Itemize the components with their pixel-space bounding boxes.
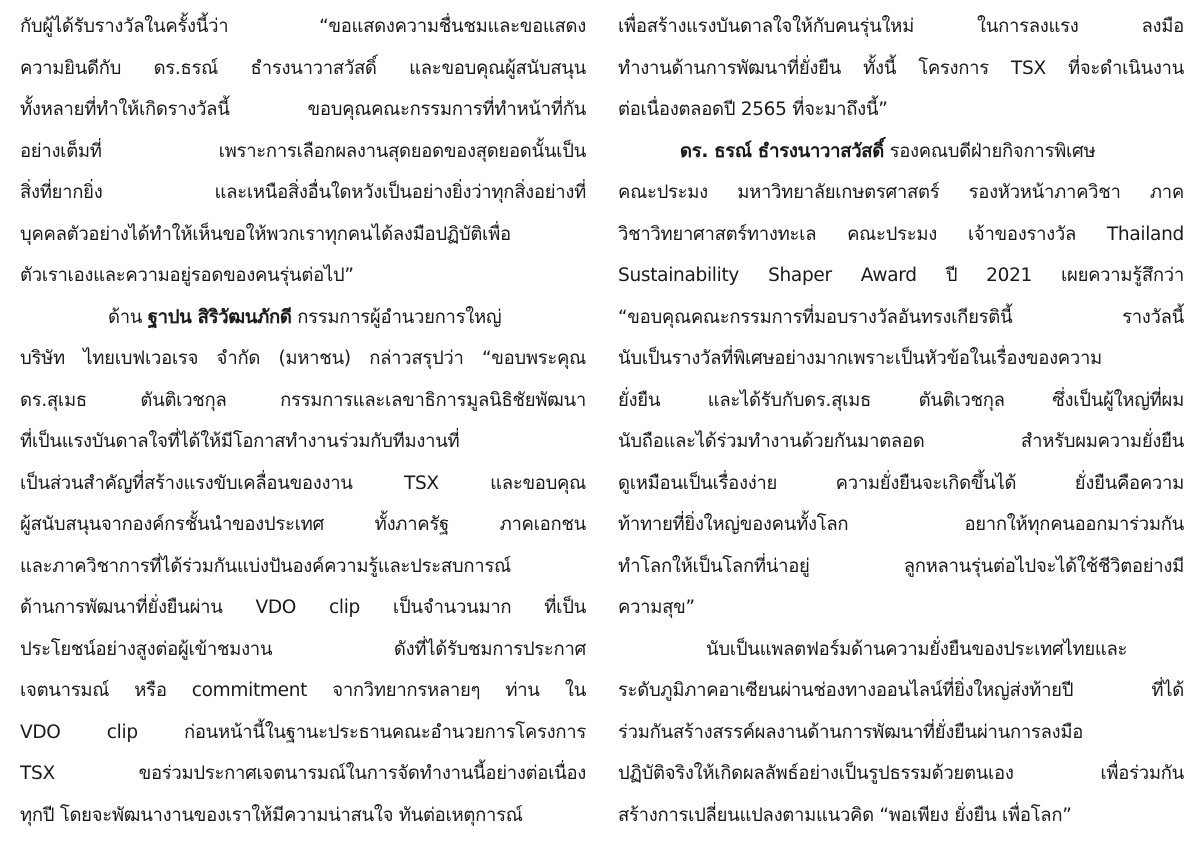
right-column [618,6,1184,866]
lead-prefix: ด้าน [108,306,148,328]
word: ไทยเบฟเวอเรจ [83,348,199,369]
word: จากวิทยากรหลายๆ [332,680,481,701]
word: ในการลงแรง [977,16,1079,37]
word: ตันติเวชกุล [140,389,227,411]
word: ใน [564,680,586,701]
word: ปฏิบัติจริงให้เกิดผลลัพธ์อย่างเป็นรูปธรรมด้วยตนเอง [618,763,1014,784]
word: สำหรับผมความยั่งยืน [1020,431,1184,452]
word: เจ้าของรางวัล [967,223,1077,245]
right-column-line [618,795,1184,837]
word: และเหนือสิ่งอื่นใดหวังเป็นอย่างยิ่งว่าทุกสิ่งอย่างที่ [214,182,586,203]
left-column-line [20,255,586,297]
word: จำกัด [216,348,261,369]
left-column-line [20,6,586,48]
word: ร่วมกันสร้างสรรค์ผลงานด้านการพัฒนาที่ยั่งยืนผ่านการลงมือ [618,721,1084,743]
word: และขอบคุณผู้สนับสนุน [409,57,586,79]
word: ทั้งหลายที่ทำให้เกิดรางวัลนี้ [20,99,230,120]
left-column-line [20,380,586,422]
word: ซึ่งเป็นผู้ใหญ่ที่ผม [1052,389,1184,411]
word: ตันติเวชกุล [918,389,1005,411]
right-column-line [618,214,1184,256]
paragraph-lead [108,297,501,339]
right-column-line [618,89,1184,131]
left-column-line [20,587,586,629]
word: นับเป็นรางวัลที่พิเศษอย่างมากเพราะเป็นหัวข้อในเรื่องของความ [618,348,1102,369]
word: และขอบคุณ [490,472,586,494]
word: นับถือและได้ร่วมทำงานด้วยกันมาตลอด [618,431,925,452]
word: ดูเหมือนเป็นเรื่องง่าย [618,472,778,494]
word: TSX [403,472,439,494]
right-column-line [618,629,1184,671]
left-column-line [20,795,586,837]
word: Award [860,265,917,286]
right-column-line [618,255,1184,297]
left-column-line [20,629,586,671]
word: คณะประมง [847,223,938,245]
word: เจตนารมณ์ [20,680,110,701]
left-column-line [20,214,586,256]
right-column-line [618,712,1184,754]
word: หรือ [134,680,167,701]
left-column-line [20,172,586,214]
word: clip [328,597,360,618]
right-column-line [618,546,1184,588]
line-text: ต่อเนื่องตลอดปี 2565 ที่จะมาถึงนี้” [618,99,888,120]
word: Shaper [768,265,832,286]
word: ทำงานด้านการพัฒนาที่ยั่งยืน [618,57,842,79]
word: กับผู้ได้รับรางวัลในครั้งนี้ว่า [20,16,229,37]
right-column-line [618,753,1184,795]
word: ประโยชน์อย่างสูงต่อผู้เข้าชมงาน [20,638,273,660]
word: เป็นส่วนสำคัญที่สร้างแรงขับเคลื่อนของงาน [20,472,353,494]
left-column-line [20,753,586,795]
word: เพื่อสร้างแรงบันดาลใจให้กับคนรุ่นใหม่ [618,16,914,37]
word: VDO [20,721,61,743]
lead-suffix: กรรมการผู้อำนวยการใหญ่ [291,306,502,328]
word: คณะประมง [618,182,708,203]
word: ที่เป็นแรงบันดาลใจที่ได้ให้มีโอกาสทำงานร่วมกับทีมงานที่ [20,431,460,452]
word: วิชาวิทยาศาสตร์ทางทะเล [618,223,817,245]
word: มหาวิทยาลัยเกษตรศาสตร์ [737,182,940,203]
word: ผู้สนับสนุนจากองค์กรชั้นนำของประเทศ [20,514,324,535]
right-column-line [618,670,1184,712]
word: ขอบคุณคณะกรรมการที่ทำหน้าที่กัน [307,99,586,120]
word: “ขอแสดงความชื่นชมและขอแสดง [319,16,586,37]
word: ดังที่ได้รับชมการประกาศ [393,638,586,660]
left-column-line [20,131,586,173]
word: commitment [191,680,308,701]
paragraph-lead [680,131,1095,173]
lead-suffix: รองคณบดีฝ่ายกิจการพิเศษ [884,140,1096,162]
right-column-line [618,421,1184,463]
word: ภาคเอกชน [499,514,586,535]
word: ดร.สุเมธ [20,389,87,411]
word: และภาควิชาการที่ได้ร่วมกันแบ่งปันองค์ความรู้และประสบการณ์ [20,555,511,577]
word: กรรมการและเลขาธิการมูลนิธิชัยพัฒนา [280,389,586,411]
word: ด้านการพัฒนาที่ยั่งยืนผ่าน [20,597,223,618]
word: โครงการ [918,57,989,79]
right-column-line [618,172,1184,214]
left-column-line [20,546,586,588]
word: บริษัท [20,348,65,369]
word: (มหาชน) [278,348,351,369]
left-column-line [20,504,586,546]
word: VDO [255,597,297,618]
left-column-line [20,297,586,339]
right-column-line [618,504,1184,546]
word: ท้าทายที่ยิ่งใหญ่ของคนทั้งโลก [618,514,849,535]
line-text: ความสุข” [618,597,695,618]
word: ทั้งภาครัฐ [374,514,449,535]
word: ทั้งนี้ [863,57,897,79]
right-column-line [618,6,1184,48]
word: Thailand [1106,223,1184,245]
word: เพราะการเลือกผลงานสุดยอดของสุดยอดนั้นเป็น [218,140,586,162]
word: Sustainability [618,265,740,286]
word: อยากให้ทุกคนออกมาร่วมกัน [964,514,1184,535]
word: รองหัวหน้าภาควิชา [968,182,1121,203]
word: นับเป็นแพลตฟอร์มด้านความยั่งยืนของประเทศไทยและ [706,638,1128,660]
word: clip [106,721,138,743]
left-column [20,6,586,866]
word: รางวัลนี้ [1122,306,1184,328]
word: ลูกหลานรุ่นต่อไปจะได้ใช้ชีวิตอย่างมี [903,555,1184,577]
left-column-line [20,89,586,131]
right-column-line [618,587,1184,629]
word: ดร.ธรณ์ [153,57,219,79]
right-column-line [618,463,1184,505]
left-column-line [20,48,586,90]
word: ท่าน [505,680,540,701]
left-column-line [20,670,586,712]
word: กล่าวสรุปว่า [369,348,464,369]
word: ที่เป็น [544,597,586,618]
word: ทำโลกให้เป็นโลกที่น่าอยู่ [618,555,810,577]
word: สิ่งที่ยากยิ่ง [20,182,103,203]
word: 2021 [986,265,1033,286]
word: ขอร่วมประกาศเจตนารมณ์ในการจัดทำงานนี้อย่างต่อเนื่อง [138,763,586,784]
word: บุคคลตัวอย่างได้ทำให้เห็นขอให้พวกเราทุกคนได้ลงมือปฏิบัติเพื่อ [20,223,511,245]
word: เป็นจำนวนมาก [392,597,512,618]
word: เผยความรู้สึกว่า [1061,265,1184,286]
word: “ขอบพระคุณ [481,348,586,369]
word: ระดับภูมิภาคอาเซียนผ่านช่องทางออนไลน์ที่ยิ่งใหญ่ส่งท้ายปี [618,680,1074,701]
line-text: สร้างการเปลี่ยนแปลงตามแนวคิด “พอเพียง ยั่งยืน เพื่อโลก” [618,804,1072,826]
right-column-line [618,48,1184,90]
word: ธำรงนาวาสวัสดิ์ [250,57,377,79]
left-column-line [20,712,586,754]
word: และได้รับกับดร.สุเมธ [707,389,872,411]
word: “ขอบคุณคณะกรรมการที่มอบรางวัลอันทรงเกียรตินี้ [618,306,1013,328]
word: ความยินดีกับ [20,57,122,79]
line-text: ทุกปี โดยจะพัฒนางานของเราให้มีความน่าสนใจ ทันต่อเหตุการณ์ [20,804,523,826]
word: ที่ได้ [1151,680,1184,701]
word: ความยั่งยืนจะเกิดขึ้นได้ [835,472,1017,494]
word: ที่จะดำเนินงาน [1067,57,1184,79]
word: ก่อนหน้านี้ในฐานะประธานคณะอำนวยการโครงการ [183,721,586,743]
right-column-line [618,338,1184,380]
word: ปี [945,265,958,286]
left-column-line [20,463,586,505]
right-column-line [618,131,1184,173]
word: ลงมือ [1141,16,1184,37]
word: ยั่งยืน [618,389,661,411]
left-column-line [20,338,586,380]
person-name: ดร. ธรณ์ ธำรงนาวาสวัสดิ์ [680,140,884,162]
left-column-line [20,421,586,463]
line-text: ตัวเราเองและความอยู่รอดของคนรุ่นต่อไป” [20,265,354,286]
word: TSX [20,763,55,784]
right-column-line [618,297,1184,339]
word: ยั่งยืนคือความ [1074,472,1184,494]
word: ภาค [1149,182,1184,203]
word: อย่างเต็มที่ [20,140,102,162]
person-name: ฐาปน สิริวัฒนภักดี [147,306,292,328]
word: เพื่อร่วมกัน [1100,763,1184,784]
right-column-line [618,380,1184,422]
word: TSX [1011,57,1046,79]
